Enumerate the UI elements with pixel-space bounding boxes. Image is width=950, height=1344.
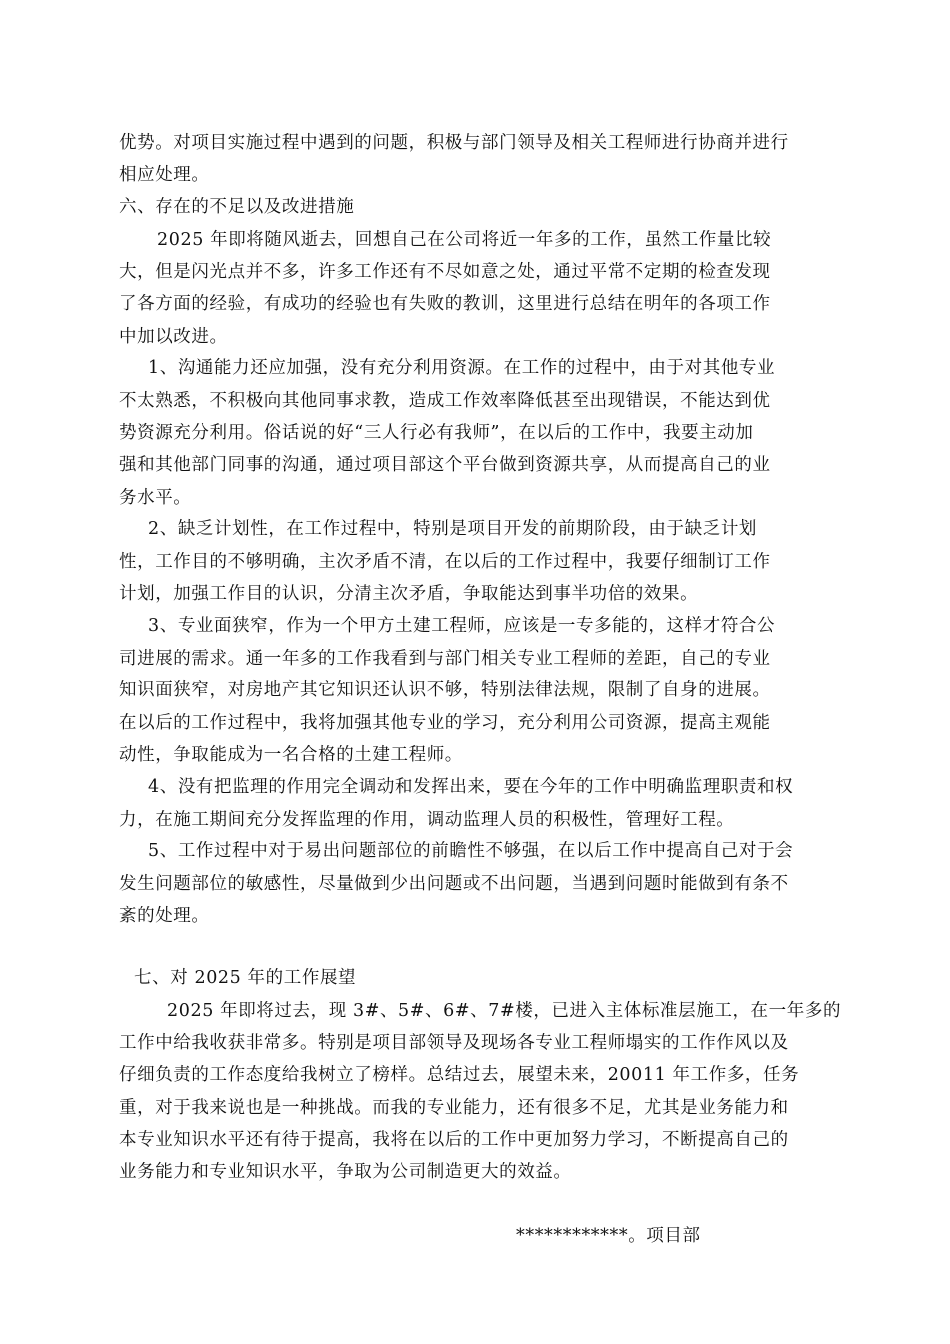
text-line: 发生问题部位的敏感性，尽量做到少出问题或不出问题，当遇到问题时能做到有条不 — [119, 874, 789, 894]
text-line: 工作中给我收获非常多。特别是项目部领导及现场各专业工程师塌实的工作作风以及 — [119, 1033, 789, 1053]
text-line: 力，在施工期间充分发挥监理的作用，调动监理人员的积极性，管理好工程。 — [119, 810, 735, 830]
text-line: 计划，加强工作目的认识，分清主次矛盾，争取能达到事半功倍的效果。 — [119, 584, 699, 604]
signature-line: ************。项目部 — [516, 1226, 701, 1246]
text-line: 业务能力和专业知识水平，争取为公司制造更大的效益。 — [119, 1162, 572, 1182]
section-heading: 六、存在的不足以及改进措施 — [119, 197, 355, 217]
text-line: 知识面狭窄，对房地产其它知识还认识不够，特别法律法规，限制了自身的进展。 — [119, 680, 771, 700]
text-line: 强和其他部门同事的沟通，通过项目部这个平台做到资源共享，从而提高自己的业 — [119, 455, 771, 475]
text-line: 4、没有把监理的作用完全调动和发挥出来，要在今年的工作中明确监理职责和权 — [148, 777, 794, 797]
text-line: 大，但是闪光点并不多，许多工作还有不尽如意之处，通过平常不定期的检查发现 — [119, 262, 771, 282]
text-line: 仔细负责的工作态度给我树立了榜样。总结过去，展望未来，20011 年工作多，任务 — [119, 1065, 800, 1085]
text-line: 动性，争取能成为一名合格的土建工程师。 — [119, 745, 463, 765]
section-heading: 七、对 2025 年的工作展望 — [134, 968, 357, 988]
text-line: 中加以改进。 — [119, 327, 228, 347]
text-line: 2025 年即将随风逝去，回想自己在公司将近一年多的工作，虽然工作量比较 — [157, 230, 772, 250]
text-line: 优势。对项目实施过程中遇到的问题，积极与部门领导及相关工程师进行协商并进行 — [119, 133, 789, 153]
text-line: 1、沟通能力还应加强，没有充分利用资源。在工作的过程中，由于对其他专业 — [148, 358, 776, 378]
text-line: 势资源充分利用。俗话说的好“三人行必有我师”，在以后的工作中，我要主动加 — [119, 423, 754, 443]
text-line: 性，工作目的不够明确，主次矛盾不清，在以后的工作过程中，我要仔细制订工作 — [119, 552, 771, 572]
text-line: 相应处理。 — [119, 165, 210, 185]
text-line: 3、专业面狭窄，作为一个甲方土建工程师，应该是一专多能的，这样才符合公 — [148, 616, 776, 636]
text-line: 不太熟悉，不积极向其他同事求教，造成工作效率降低甚至出现错误，不能达到优 — [119, 391, 771, 411]
text-line: 本专业知识水平还有待于提高，我将在以后的工作中更加努力学习，不断提高自己的 — [119, 1130, 789, 1150]
text-line: 重，对于我来说也是一种挑战。而我的专业能力，还有很多不足，尤其是业务能力和 — [119, 1098, 789, 1118]
text-line: 了各方面的经验，有成功的经验也有失败的教训，这里进行总结在明年的各项工作 — [119, 294, 771, 314]
text-line: 2025 年即将过去，现 3#、5#、6#、7#楼，已进入主体标准层施工，在一年多的 — [167, 1001, 842, 1021]
text-line: 务水平。 — [119, 488, 192, 508]
text-line: 2、缺乏计划性，在工作过程中，特别是项目开发的前期阶段，由于缺乏计划 — [148, 519, 758, 539]
text-line: 5、工作过程中对于易出问题部位的前瞻性不够强，在以后工作中提高自己对于会 — [148, 841, 794, 861]
text-line: 在以后的工作过程中，我将加强其他专业的学习，充分利用公司资源，提高主观能 — [119, 713, 771, 733]
text-line: 司进展的需求。通一年多的工作我看到与部门相关专业工程师的差距，自己的专业 — [119, 649, 771, 669]
text-line: 紊的处理。 — [119, 906, 210, 926]
